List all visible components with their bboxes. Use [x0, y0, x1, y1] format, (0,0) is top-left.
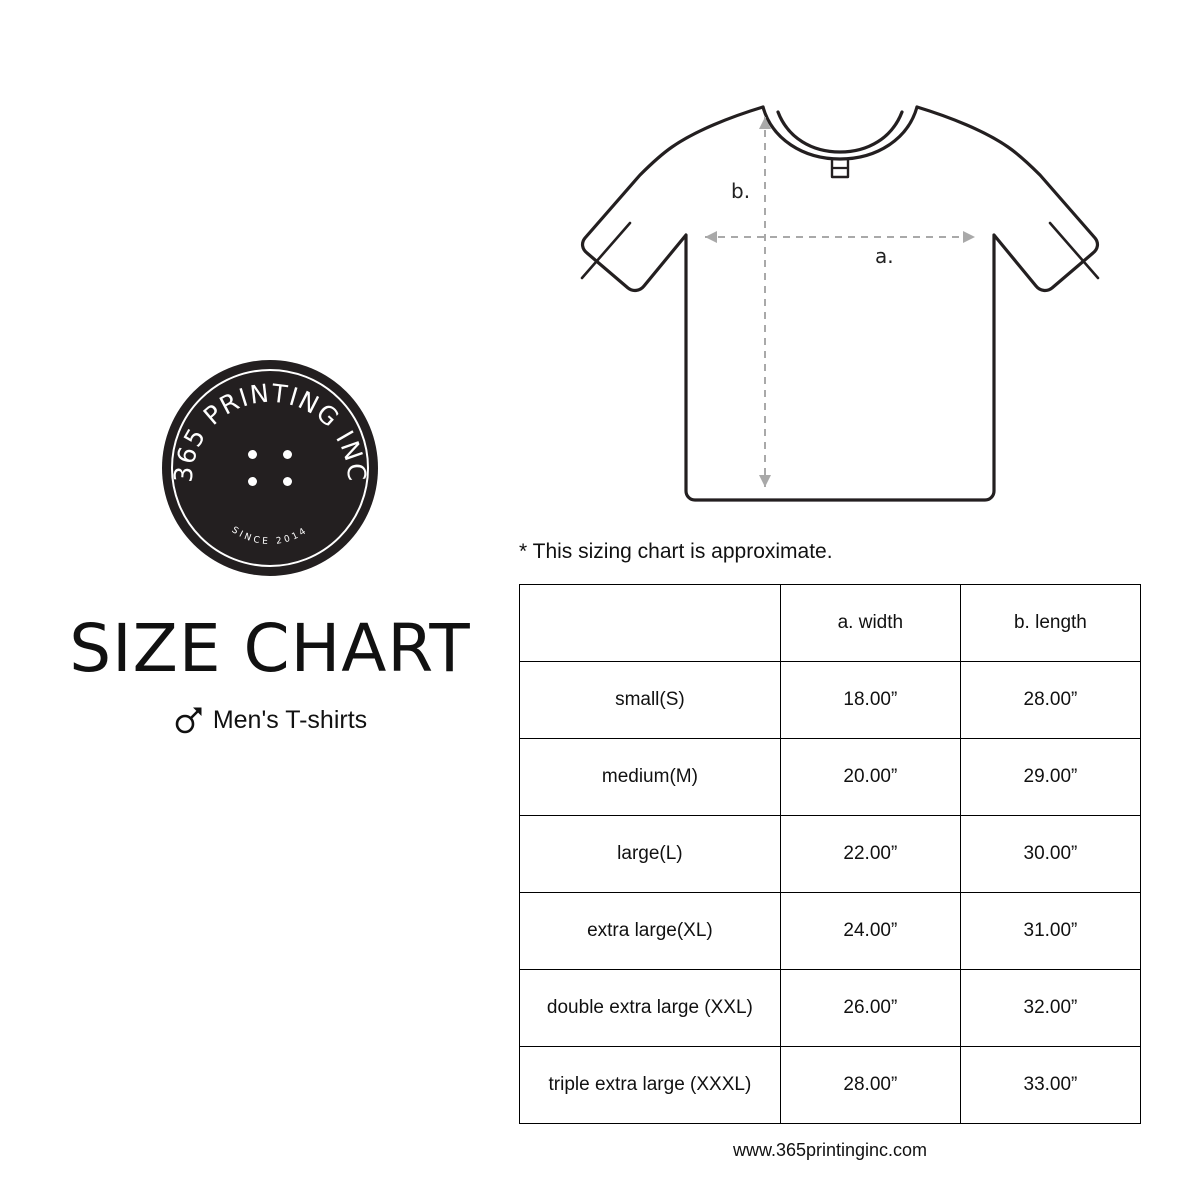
logo-brand-arc: 365 PRINTING INC	[168, 378, 372, 484]
cell-size: triple extra large (XXXL)	[520, 1047, 781, 1124]
width-label: a.	[875, 244, 894, 268]
cell-width: 18.00”	[780, 662, 960, 739]
table-header-row	[520, 585, 1141, 662]
cell-length: 33.00”	[960, 1047, 1140, 1124]
table-row	[520, 816, 1141, 893]
size-table	[519, 584, 1141, 1124]
length-label: b.	[731, 179, 751, 203]
approximate-note: * This sizing chart is approximate.	[519, 540, 833, 563]
cell-length: 32.00”	[960, 970, 1140, 1047]
logo-dots	[243, 448, 297, 488]
cell-size: small(S)	[520, 662, 781, 739]
header-cell-length: b. length	[960, 585, 1140, 662]
cell-size: medium(M)	[520, 739, 781, 816]
logo-dot	[248, 477, 257, 486]
svg-text:SINCE 2014	[230, 525, 311, 547]
cell-size: large(L)	[520, 816, 781, 893]
cell-length: 30.00”	[960, 816, 1140, 893]
cell-length: 28.00”	[960, 662, 1140, 739]
header-cell-size	[520, 585, 781, 662]
cell-width: 26.00”	[780, 970, 960, 1047]
cell-width: 24.00”	[780, 893, 960, 970]
subtitle-row	[60, 705, 480, 735]
table-row	[520, 1047, 1141, 1124]
cell-width: 22.00”	[780, 816, 960, 893]
logo-dot	[248, 450, 257, 459]
logo-dot	[283, 450, 292, 459]
tshirt-svg	[520, 55, 1160, 525]
cell-width: 20.00”	[780, 739, 960, 816]
table-row	[520, 970, 1141, 1047]
cell-length: 29.00”	[960, 739, 1140, 816]
header-cell-width: a. width	[780, 585, 960, 662]
cell-length: 31.00”	[960, 893, 1140, 970]
brand-logo	[162, 360, 378, 576]
page-title: SIZE CHART	[69, 610, 471, 687]
logo-since-arc: SINCE 2014	[229, 525, 311, 548]
table-row	[520, 739, 1141, 816]
subtitle-label: Men's T-shirts	[212, 705, 368, 734]
table-row	[520, 662, 1141, 739]
footer-url: www.365printinginc.com	[732, 1140, 928, 1160]
cell-width: 28.00”	[780, 1047, 960, 1124]
cell-size: extra large(XL)	[520, 893, 781, 970]
brand-column	[60, 360, 480, 735]
mars-icon	[173, 705, 203, 735]
tshirt-diagram	[520, 55, 1160, 525]
cell-size: double extra large (XXL)	[520, 970, 781, 1047]
logo-dot	[283, 477, 292, 486]
table-row	[520, 893, 1141, 970]
